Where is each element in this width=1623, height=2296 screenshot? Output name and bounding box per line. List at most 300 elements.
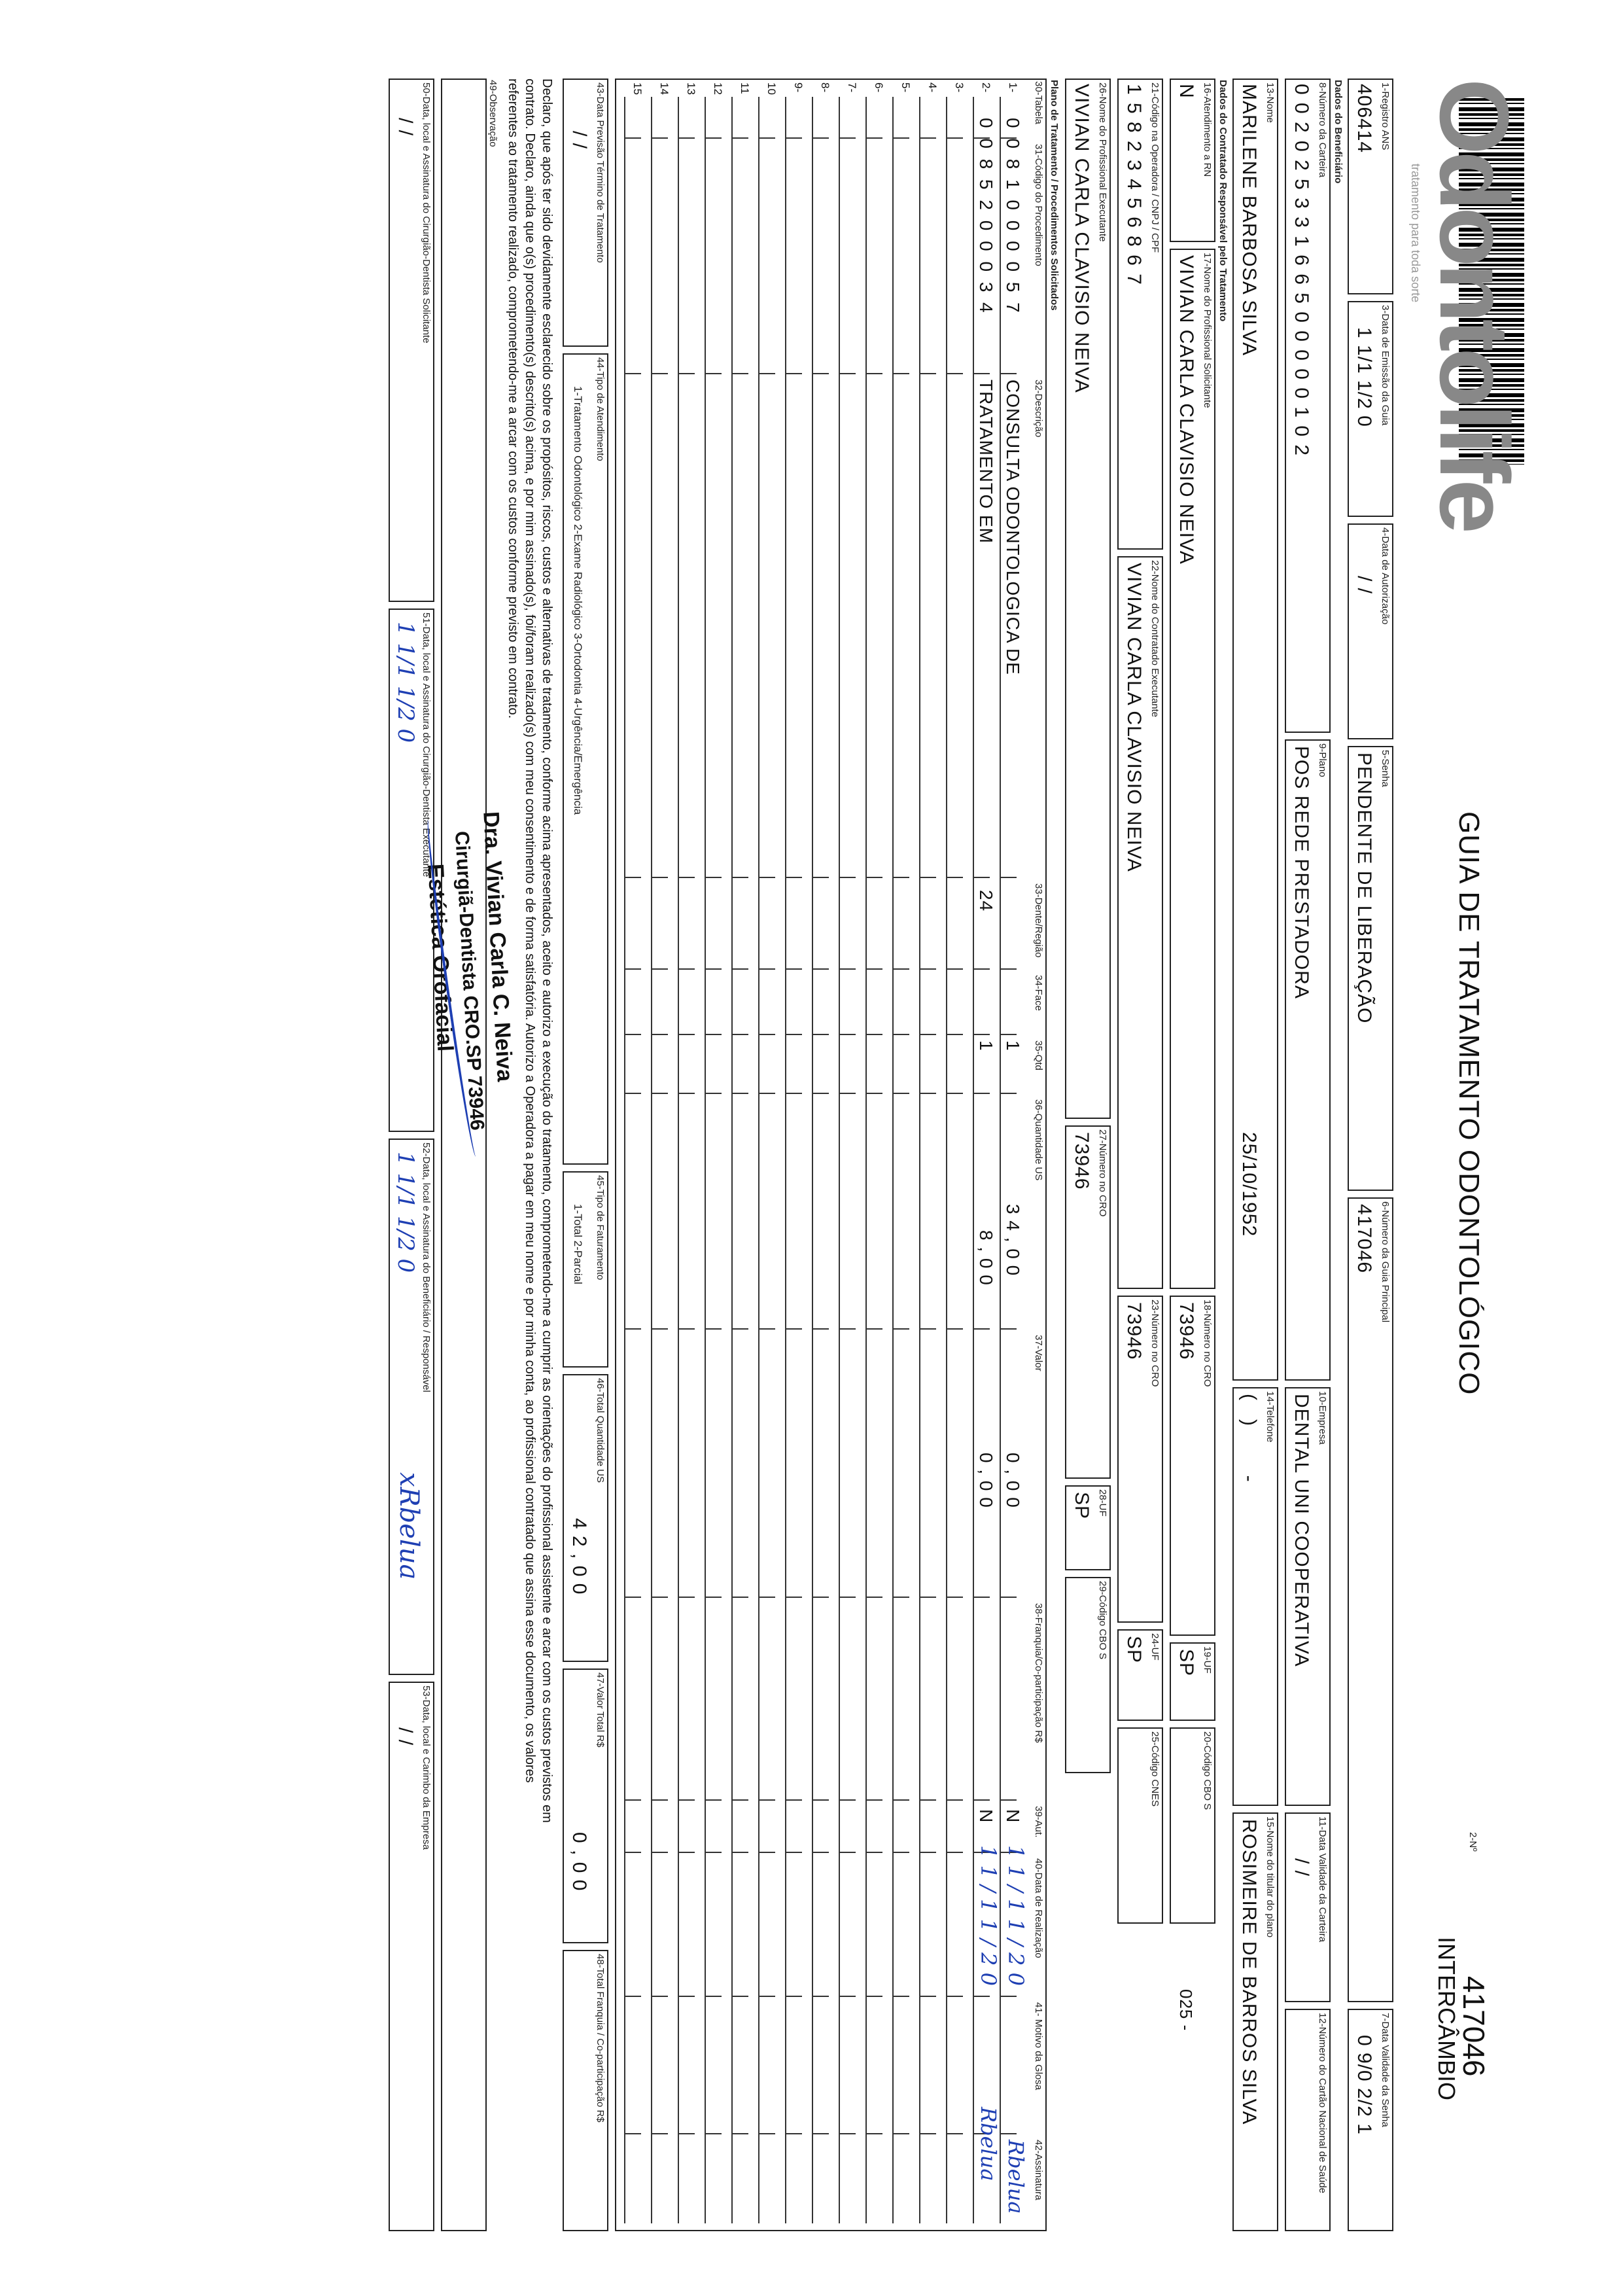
col-35-header: 35-Qtd — [1033, 1040, 1044, 1070]
observation-box — [441, 79, 487, 2231]
field-10-label: 10-Empresa — [1317, 1391, 1328, 1445]
table-cell-divider — [679, 373, 695, 374]
field-16-label: 16-Atendimento a RN — [1202, 82, 1213, 177]
table-cell-divider — [894, 1799, 909, 1801]
table-cell-divider — [920, 1034, 936, 1035]
table-cell-divider — [706, 1996, 722, 1997]
table-cell-divider — [652, 1597, 668, 1598]
row-number: 14 — [658, 82, 671, 95]
table-cell-divider — [679, 1328, 695, 1330]
row-number: 10 — [765, 82, 778, 95]
main-guide-number-value: 417046 — [1353, 1204, 1375, 1274]
row-1-us: 3 4 , 0 0 — [1003, 1204, 1023, 1277]
field-1-label: 1-Registro ANS — [1380, 82, 1391, 150]
requesting-uf-value: SP — [1176, 1649, 1197, 1677]
col-34-header: 34-Face — [1033, 975, 1044, 1012]
field-17-label: 17-Nome do Profissional Solicitante — [1202, 253, 1213, 408]
field-51-label: 51-Data, local e Assinatura do Cirurgião-Dentista Executante — [421, 612, 432, 877]
field-14-label: 14-Telefone — [1265, 1391, 1276, 1443]
col-41-header: 41- Motivo da Glosa — [1033, 2002, 1044, 2091]
table-cell-divider — [652, 137, 668, 139]
table-cell-divider — [840, 877, 856, 878]
table-cell-divider — [652, 1093, 668, 1094]
field-3-label: 3-Data de Emissão da Guia — [1380, 305, 1391, 426]
table-cell-divider — [759, 1799, 775, 1801]
row-number: 9- — [792, 82, 805, 93]
table-cell-divider — [920, 877, 936, 878]
table-cell-divider — [974, 877, 990, 878]
declaration-line-3: referentes ao tratamento realizado, comprometendo-me a arcar com os custos conforme previsto em contrato. — [506, 79, 520, 719]
table-cell-divider — [1001, 1093, 1017, 1094]
field-19-label: 19-UF — [1202, 1646, 1213, 1674]
numero-label: 2-Nº — [1467, 1832, 1478, 1852]
table-cell-divider — [920, 2133, 936, 2134]
table-row — [812, 97, 829, 2223]
table-cell-divider — [786, 1852, 802, 1853]
table-cell-divider — [733, 1093, 748, 1094]
table-cell-divider — [733, 1852, 748, 1853]
table-cell-divider — [1001, 1597, 1017, 1598]
table-cell-divider — [947, 1093, 963, 1094]
table-cell-divider — [786, 877, 802, 878]
authorization-date-value: / / — [1353, 576, 1375, 595]
table-cell-divider — [786, 1597, 802, 1598]
table-cell-divider — [759, 373, 775, 374]
table-cell-divider — [759, 1996, 775, 1997]
table-row — [919, 97, 936, 2223]
table-cell-divider — [759, 1328, 775, 1330]
table-cell-divider — [813, 1597, 829, 1598]
table-cell-divider — [920, 1996, 936, 1997]
table-row — [731, 97, 748, 2223]
col-38-header: 38-Franquia/Co-participação R$ — [1033, 1603, 1044, 1743]
table-cell-divider — [759, 2133, 775, 2134]
row-1-date: 1 1 / 1 1 / 2 0 — [1003, 1845, 1028, 1986]
field-44-box — [563, 353, 608, 1165]
forecast-end-date-value: / / — [568, 131, 590, 150]
table-cell-divider — [652, 2133, 668, 2134]
password-validity-value: 0 9/0 2/2 1 — [1353, 2035, 1375, 2135]
table-cell-divider — [947, 1328, 963, 1330]
table-cell-divider — [1001, 373, 1017, 374]
field-7-label: 7-Data Validade da Senha — [1380, 2013, 1391, 2127]
field-8-label: 8-Número da Carteira — [1317, 82, 1328, 178]
professional-cro-value: 73946 — [1071, 1132, 1092, 1190]
table-cell-divider — [840, 1852, 856, 1853]
table-cell-divider — [947, 1034, 963, 1035]
table-cell-divider — [786, 137, 802, 139]
table-cell-divider — [840, 373, 856, 374]
table-cell-divider — [625, 1852, 641, 1853]
table-cell-divider — [625, 1799, 641, 1801]
table-cell-divider — [840, 137, 856, 139]
table-cell-divider — [947, 2133, 963, 2134]
table-row — [892, 97, 909, 2223]
row-1-signature: Rbelua — [1003, 2140, 1028, 2214]
row-2-aut: N — [976, 1809, 996, 1824]
declaration-line-2: contrato. Declaro, ainda que o(s) procedimento(s) descrito(s) acima, e por mim assinado(s), foi/foram realizado(s) com meu consentimento e de forma satisfatória. Autorizo a Operadora a pagar em meu nome e por minha conta, ao profissional contratado que assina esse documento, os valores — [523, 79, 537, 1783]
table-cell-divider — [894, 1597, 909, 1598]
company-value: DENTAL UNI COOPERATIVA — [1291, 1394, 1312, 1667]
table-cell-divider — [813, 1799, 829, 1801]
treatment-guide-form — [144, 79, 1529, 2238]
table-cell-divider — [679, 1034, 695, 1035]
row-1-aut: N — [1003, 1809, 1023, 1824]
col-42-header: 42-Assinatura — [1033, 2140, 1044, 2200]
table-cell-divider — [974, 373, 990, 374]
billing-type-options: 1-Total 2-Parcial — [572, 1204, 584, 1284]
row-2-date: 1 1 / 1 1 / 2 0 — [976, 1845, 1001, 1986]
phone-value: ( ) - — [1238, 1394, 1260, 1483]
table-cell-divider — [867, 2133, 882, 2134]
field-18-label: 18-Número no CRO — [1202, 1299, 1213, 1387]
field-15-label: 15-Nome do titular do plano — [1265, 1816, 1276, 1938]
field-20-label: 20-Código CBO S — [1202, 1731, 1213, 1810]
table-cell-divider — [759, 968, 775, 970]
field-4-label: 4-Data de Autorização — [1380, 527, 1391, 625]
table-cell-divider — [652, 373, 668, 374]
table-cell-divider — [1001, 1034, 1017, 1035]
row-2-description: TRATAMENTO EM — [976, 380, 996, 544]
intercambio-label: INTERCÂMBIO — [1433, 1937, 1460, 2101]
row-2-qtd: 1 — [976, 1040, 996, 1051]
table-cell-divider — [974, 1597, 990, 1598]
table-cell-divider — [706, 1328, 722, 1330]
table-row — [705, 97, 722, 2223]
field-27-label: 27-Número no CRO — [1097, 1129, 1108, 1217]
table-cell-divider — [706, 1852, 722, 1853]
table-cell-divider — [813, 1328, 829, 1330]
card-number-value: 0 0 2 0 2 5 3 3 1 6 6 5 0 0 0 0 0 1 0 2 — [1291, 84, 1312, 457]
table-rows — [621, 79, 1027, 2231]
row-1-qtd: 1 — [1003, 1040, 1023, 1051]
field-28-label: 28-UF — [1097, 1489, 1108, 1517]
table-cell-divider — [894, 1093, 909, 1094]
table-cell-divider — [1001, 877, 1017, 878]
field-44-label: 44-Tipo de Atendimento — [595, 357, 606, 461]
table-cell-divider — [894, 2133, 909, 2134]
table-cell-divider — [652, 1799, 668, 1801]
field-46-label: 46-Total Quantidade US — [595, 1378, 606, 1483]
table-cell-divider — [679, 1852, 695, 1853]
table-cell-divider — [894, 968, 909, 970]
table-cell-divider — [625, 373, 641, 374]
executor-sign-date: 1 1/1 1/2 0 — [393, 622, 419, 743]
table-cell-divider — [813, 1852, 829, 1853]
table-cell-divider — [840, 2133, 856, 2134]
executing-uf-value: SP — [1123, 1636, 1145, 1664]
table-cell-divider — [706, 1093, 722, 1094]
table-cell-divider — [706, 1799, 722, 1801]
table-cell-divider — [840, 968, 856, 970]
table-cell-divider — [894, 877, 909, 878]
row-1-code: 0 0 8 1 0 0 0 0 5 7 — [1003, 118, 1023, 315]
table-cell-divider — [947, 1996, 963, 1997]
table-cell-divider — [652, 1034, 668, 1035]
table-cell-divider — [759, 1034, 775, 1035]
table-row — [651, 97, 668, 2223]
holder-name-value: ROSIMEIRE DE BARROS SILVA — [1238, 1819, 1260, 2125]
table-cell-divider — [786, 1034, 802, 1035]
table-cell-divider — [867, 968, 882, 970]
table-cell-divider — [652, 877, 668, 878]
table-cell-divider — [706, 137, 722, 139]
professional-uf-value: SP — [1071, 1492, 1092, 1520]
table-cell-divider — [813, 373, 829, 374]
table-cell-divider — [679, 1597, 695, 1598]
table-cell-divider — [947, 968, 963, 970]
col-37-header: 37-Valor — [1033, 1335, 1044, 1371]
table-cell-divider — [920, 1799, 936, 1801]
field-24-label: 24-UF — [1149, 1633, 1161, 1661]
field-49-label: 49-Observação — [487, 80, 498, 147]
table-cell-divider — [706, 968, 722, 970]
field-13-label: 13-Nome — [1265, 82, 1276, 123]
table-cell-divider — [867, 877, 882, 878]
table-cell-divider — [867, 1996, 882, 1997]
table-cell-divider — [733, 137, 748, 139]
professional-stamp-line-3: Estética Orofacial — [423, 863, 458, 1053]
executing-professional-value: VIVIAN CARLA CLAVISIO NEIVA — [1071, 84, 1092, 393]
field-50-label: 50-Data, local e Assinatura do Cirurgião-Dentista Solicitante — [421, 82, 432, 344]
table-cell-divider — [679, 1093, 695, 1094]
table-cell-divider — [920, 1328, 936, 1330]
row-2-us: 8 , 0 0 — [976, 1230, 996, 1286]
table-cell-divider — [1001, 1328, 1017, 1330]
beneficiary-name-value: MARILENE BARBOSA SILVA — [1238, 84, 1260, 357]
table-cell-divider — [894, 137, 909, 139]
table-cell-divider — [652, 968, 668, 970]
table-cell-divider — [840, 1328, 856, 1330]
field-9-label: 9-Plano — [1317, 743, 1328, 777]
row-number: 6- — [873, 82, 885, 93]
total-value-value: 0 , 0 0 — [568, 1832, 590, 1892]
table-cell-divider — [840, 1996, 856, 1997]
table-cell-divider — [974, 968, 990, 970]
table-cell-divider — [867, 1852, 882, 1853]
row-2-code: 0 0 8 5 2 0 0 0 3 4 — [976, 118, 996, 315]
table-cell-divider — [867, 1034, 882, 1035]
table-cell-divider — [786, 373, 802, 374]
table-cell-divider — [867, 1328, 882, 1330]
table-cell-divider — [733, 877, 748, 878]
cbo-value: 025 - — [1176, 1989, 1196, 2032]
table-cell-divider — [652, 1852, 668, 1853]
table-cell-divider — [706, 1597, 722, 1598]
field-6-label: 6-Número da Guia Principal — [1380, 1201, 1391, 1323]
beneficiary-sign-date: 1 1/1 1/2 0 — [393, 1152, 419, 1273]
table-cell-divider — [840, 1034, 856, 1035]
row-number: 11 — [739, 82, 751, 94]
table-cell-divider — [625, 2133, 641, 2134]
row-2-signature: Rbelua — [976, 2107, 1001, 2181]
row-2-valor: 0 , 0 0 — [976, 1453, 996, 1508]
col-30-header: 30-Tabela — [1033, 81, 1044, 124]
table-cell-divider — [894, 1034, 909, 1035]
field-48-label: 48-Total Franquia / Co-participação R$ — [595, 1954, 606, 2123]
table-cell-divider — [706, 2133, 722, 2134]
field-43-label: 43-Data Previsão Término de Tratamento — [595, 82, 606, 263]
field-29-label: 29-Código CBO S — [1097, 1581, 1108, 1660]
table-cell-divider — [679, 877, 695, 878]
table-row — [758, 97, 775, 2223]
table-cell-divider — [947, 877, 963, 878]
operator-code-value: 1 5 8 2 3 4 5 6 8 6 7 — [1123, 84, 1145, 286]
table-cell-divider — [786, 1799, 802, 1801]
beneficiary-signature: xRbelua — [394, 1472, 424, 1580]
table-cell-divider — [733, 1996, 748, 1997]
executing-contractor-value: VIVIAN CARLA CLAVISIO NEIVA — [1123, 563, 1145, 872]
table-cell-divider — [652, 1328, 668, 1330]
table-row — [946, 97, 963, 2223]
table-cell-divider — [625, 1996, 641, 1997]
table-cell-divider — [813, 2133, 829, 2134]
table-cell-divider — [894, 1852, 909, 1853]
row-number: 12 — [712, 82, 724, 95]
table-cell-divider — [625, 1328, 641, 1330]
table-cell-divider — [679, 968, 695, 970]
emission-date-value: 1 1/1 1/2 0 — [1353, 327, 1375, 427]
company-stamp-date: / / — [394, 1727, 416, 1746]
table-cell-divider — [733, 373, 748, 374]
table-cell-divider — [733, 2133, 748, 2134]
field-26-label: 26-Nome do Profissional Executante — [1097, 82, 1108, 242]
table-cell-divider — [920, 1597, 936, 1598]
col-40-header: 40-Data de Realização — [1033, 1858, 1044, 1958]
row-number: 2- — [980, 82, 992, 93]
row-number: 1- — [1007, 82, 1019, 93]
field-45-label: 45-Tipo de Faturamento — [595, 1175, 606, 1280]
table-cell-divider — [759, 1093, 775, 1094]
table-cell-divider — [920, 137, 936, 139]
beneficiary-section: Dados do Beneficiário — [1333, 80, 1344, 184]
table-cell-divider — [894, 373, 909, 374]
table-cell-divider — [920, 373, 936, 374]
table-cell-divider — [813, 877, 829, 878]
field-23-label: 23-Número no CRO — [1149, 1299, 1161, 1387]
field-52-label: 52-Data, local e Assinatura do Beneficiário / Responsável — [421, 1142, 432, 1392]
requesting-professional-value: VIVIAN CARLA CLAVISIO NEIVA — [1176, 255, 1197, 565]
row-number: 4- — [926, 82, 939, 93]
field-22-label: 22-Nome do Contratado Executante — [1149, 560, 1161, 718]
col-33-header: 33-Dente/Região — [1033, 883, 1044, 958]
table-row — [785, 97, 802, 2223]
guide-number: 417046 — [1457, 1976, 1491, 2077]
table-cell-divider — [813, 1034, 829, 1035]
table-cell-divider — [867, 1093, 882, 1094]
table-cell-divider — [706, 1034, 722, 1035]
table-cell-divider — [786, 2133, 802, 2134]
table-cell-divider — [733, 1328, 748, 1330]
table-cell-divider — [813, 137, 829, 139]
table-cell-divider — [894, 1996, 909, 1997]
table-cell-divider — [840, 1597, 856, 1598]
table-cell-divider — [974, 1799, 990, 1801]
plan-value: POS REDE PRESTADORA — [1291, 746, 1312, 999]
field-21-label: 21-Código na Operadora / CNPJ / CPF — [1149, 82, 1161, 253]
form-title: GUIA DE TRATAMENTO ODONTOLÓGICO — [1453, 811, 1485, 1396]
table-cell-divider — [759, 877, 775, 878]
table-cell-divider — [974, 1034, 990, 1035]
table-cell-divider — [867, 137, 882, 139]
table-cell-divider — [625, 1597, 641, 1598]
table-cell-divider — [867, 373, 882, 374]
table-cell-divider — [786, 1996, 802, 1997]
table-cell-divider — [867, 1597, 882, 1598]
declaration-line-1: Declaro, que após ter sido devidamente esclarecido sobre os propósitos, riscos, custos e alternativas de tratamento, conforme acima apresentados, aceito e autorizo a execução do tratamento, comprometendo-me a cumprir as orientações do profissional assistente e arcar com os custos previstos em — [540, 79, 554, 1823]
table-cell-divider — [920, 1093, 936, 1094]
table-cell-divider — [679, 1799, 695, 1801]
col-36-header: 36-Quantidade US — [1033, 1099, 1044, 1181]
table-cell-divider — [679, 137, 695, 139]
field-5-label: 5-Senha — [1380, 750, 1391, 787]
table-cell-divider — [920, 1852, 936, 1853]
table-cell-divider — [947, 1799, 963, 1801]
field-53-label: 53-Data, local e Carimbo da Empresa — [421, 1686, 432, 1850]
table-cell-divider — [733, 1034, 748, 1035]
table-cell-divider — [625, 1093, 641, 1094]
table-cell-divider — [813, 1093, 829, 1094]
executing-cro-value: 73946 — [1123, 1302, 1145, 1360]
table-row — [865, 97, 882, 2223]
field-11-label: 11-Data Validade da Carteira — [1317, 1816, 1328, 1943]
rn-value: N — [1176, 84, 1197, 99]
contracted-section: Dados do Contratado Responsável pelo Tratamento — [1217, 80, 1229, 322]
table-cell-divider — [759, 1597, 775, 1598]
attendance-type-options: 1-Tratamento Odontológico 2-Exame Radiológico 3-Ortodontia 4-Urgência/Emergência — [572, 386, 584, 815]
odontolife-logo: Odontolife — [1420, 79, 1529, 530]
table-cell-divider — [840, 1093, 856, 1094]
row-number: 7- — [846, 82, 858, 93]
table-cell-divider — [786, 1328, 802, 1330]
table-cell-divider — [625, 137, 641, 139]
table-cell-divider — [706, 373, 722, 374]
table-cell-divider — [625, 968, 641, 970]
total-us-value: 4 2 , 0 0 — [568, 1518, 590, 1595]
birth-date-value: 25/10/1952 — [1238, 1132, 1260, 1237]
table-cell-divider — [786, 1093, 802, 1094]
table-cell-divider — [894, 1328, 909, 1330]
table-row — [839, 97, 856, 2223]
table-cell-divider — [1001, 968, 1017, 970]
requester-sign-date: / / — [394, 118, 416, 137]
professional-stamp-line-1: Dra. Vivian Carla C. Neiva — [478, 811, 517, 1082]
table-cell-divider — [759, 1852, 775, 1853]
table-cell-divider — [813, 1996, 829, 1997]
registro-ans-value: 406414 — [1353, 84, 1375, 154]
table-cell-divider — [733, 1597, 748, 1598]
logo-tagline: tratamento para toda sorte — [1409, 164, 1422, 303]
password-value: PENDENTE DE LIBERAÇÃO — [1353, 752, 1375, 1024]
row-1-description: CONSULTA ODONTOLOGICA DE — [1003, 380, 1023, 675]
table-cell-divider — [625, 1034, 641, 1035]
table-cell-divider — [813, 968, 829, 970]
col-31-header: 31-Código do Procedimento — [1033, 144, 1044, 266]
table-cell-divider — [1001, 1996, 1017, 1997]
table-cell-divider — [1001, 2133, 1017, 2134]
table-cell-divider — [974, 1328, 990, 1330]
table-cell-divider — [947, 137, 963, 139]
table-cell-divider — [974, 1996, 990, 1997]
table-row — [678, 97, 695, 2223]
row-number: 3- — [953, 82, 966, 93]
table-cell-divider — [733, 968, 748, 970]
treatment-plan-section: Plano de Tratamento / Procedimentos Solicitados — [1049, 80, 1060, 311]
table-cell-divider — [840, 1799, 856, 1801]
table-cell-divider — [625, 877, 641, 878]
row-number: 5- — [899, 82, 912, 93]
table-cell-divider — [947, 373, 963, 374]
